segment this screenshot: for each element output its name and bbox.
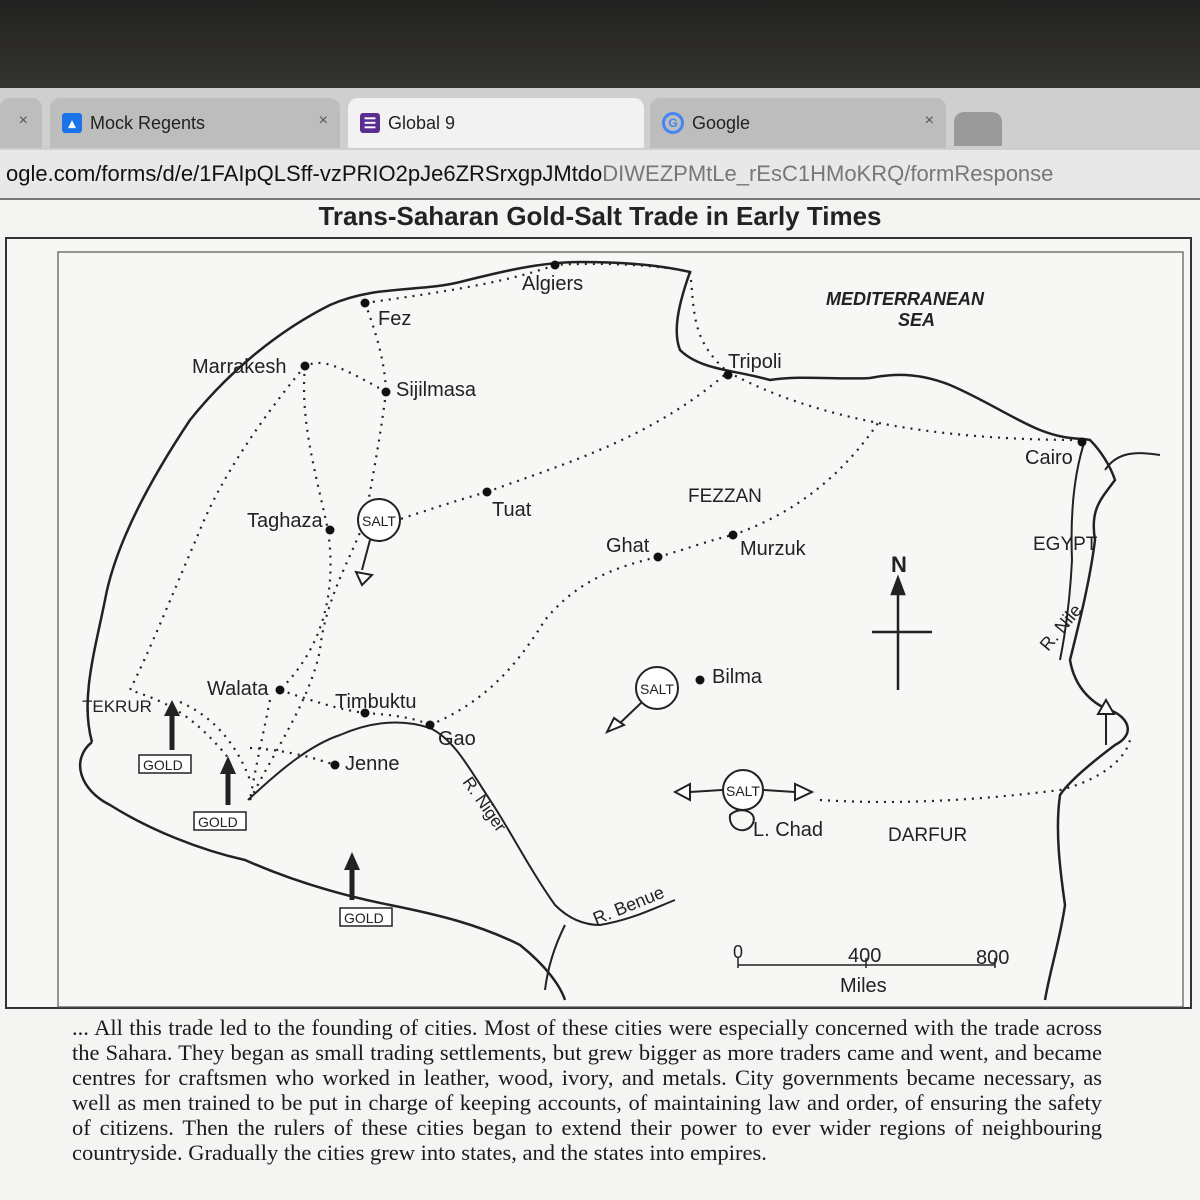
scale-tick-400: 400 bbox=[848, 945, 882, 967]
city-jenne: Jenne bbox=[345, 753, 400, 775]
city-murzuk: Murzuk bbox=[740, 538, 806, 560]
tab-close-icon[interactable]: × bbox=[318, 112, 328, 129]
city-cairo: Cairo bbox=[1025, 447, 1073, 469]
scale-tick-0: 0 bbox=[733, 942, 744, 962]
city-tuat: Tuat bbox=[492, 499, 532, 521]
lake-chad-label: L. Chad bbox=[753, 819, 824, 841]
url-text-faded: DIWEZPMtLe_rEsC1HMoKRQ/formResponse bbox=[602, 161, 1054, 186]
city-walata: Walata bbox=[207, 678, 269, 700]
region-egypt: EGYPT bbox=[1033, 534, 1098, 555]
address-bar[interactable] bbox=[0, 150, 1200, 200]
svg-text:SALT: SALT bbox=[726, 783, 760, 799]
svg-text:SALT: SALT bbox=[640, 681, 674, 697]
city-timbuktu: Timbuktu bbox=[335, 691, 417, 713]
svg-text:GOLD: GOLD bbox=[198, 814, 238, 830]
city-gao: Gao bbox=[438, 728, 476, 750]
city-fez: Fez bbox=[378, 308, 412, 330]
tab-label: Global 9 bbox=[388, 112, 456, 133]
classroom-icon: ▴ bbox=[62, 113, 82, 133]
sea-label: MEDITERRANEAN bbox=[826, 289, 985, 309]
city-algiers: Algiers bbox=[522, 273, 584, 295]
tab-close-icon[interactable]: × bbox=[924, 112, 934, 129]
new-tab-button[interactable] bbox=[954, 112, 1002, 146]
map-outer-frame bbox=[6, 238, 1191, 1008]
city-marrakesh: Marrakesh bbox=[192, 356, 287, 378]
region-darfur: DARFUR bbox=[888, 825, 968, 846]
tab-label: Google bbox=[692, 112, 751, 133]
tab-label: Mock Regents bbox=[90, 112, 206, 133]
reading-passage: ... All this trade led to the founding of cities. Most of these cities were especially concerned with the trade across the Sahara. They began as small trading settlements, but grew bigger as more traders came and went, and became centres for craftsmen who worked in leather, wood, ivory, and metals. City governments became necessary, as well as men trained to be put in charge of keeping accounts, of maintaining law and order, of ensuring the safety of citizens. Then the rulers of these cities began to extend their power to ever wider regions of neighbouring countryside. Gradually the cities grew into states, and the states into empires. bbox=[72, 1015, 1102, 1165]
city-bilma: Bilma bbox=[712, 666, 763, 688]
city-taghaza: Taghaza bbox=[247, 510, 323, 532]
forms-list-icon: ☰ bbox=[360, 113, 380, 133]
city-ghat: Ghat bbox=[606, 535, 650, 557]
city-sijilmasa: Sijilmasa bbox=[396, 379, 477, 401]
monitor-bezel bbox=[0, 0, 1200, 88]
url-text: ogle.com/forms/d/e/1FAIpQLSff-vzPRIO2pJe6ZRSrxgpJMtdo bbox=[6, 161, 603, 186]
google-icon: G bbox=[662, 112, 684, 134]
compass-north-label: N bbox=[891, 552, 907, 577]
city-tripoli: Tripoli bbox=[728, 351, 782, 373]
region-fezzan: FEZZAN bbox=[688, 486, 762, 507]
tab-google[interactable] bbox=[650, 98, 946, 148]
scale-unit: Miles bbox=[840, 975, 887, 997]
svg-text:GOLD: GOLD bbox=[344, 910, 384, 926]
scale-tick-800: 800 bbox=[976, 947, 1010, 969]
tab-partial[interactable] bbox=[0, 98, 42, 148]
map-title: Trans-Saharan Gold-Salt Trade in Early Times bbox=[318, 201, 882, 231]
tab-close-icon[interactable]: × bbox=[18, 112, 28, 129]
tab-global-9[interactable] bbox=[348, 98, 644, 148]
tab-mock-regents[interactable] bbox=[50, 98, 340, 148]
river-benue-label: R. Benue bbox=[590, 882, 668, 929]
region-tekrur: TEKRUR bbox=[82, 697, 152, 716]
river-nile-label: R. Nile bbox=[1035, 600, 1086, 655]
trade-map bbox=[0, 230, 1200, 1020]
svg-text:GOLD: GOLD bbox=[143, 757, 183, 773]
svg-text:SALT: SALT bbox=[362, 513, 396, 529]
sea-label-2: SEA bbox=[898, 310, 936, 330]
river-niger-label: R. Niger bbox=[458, 773, 511, 836]
